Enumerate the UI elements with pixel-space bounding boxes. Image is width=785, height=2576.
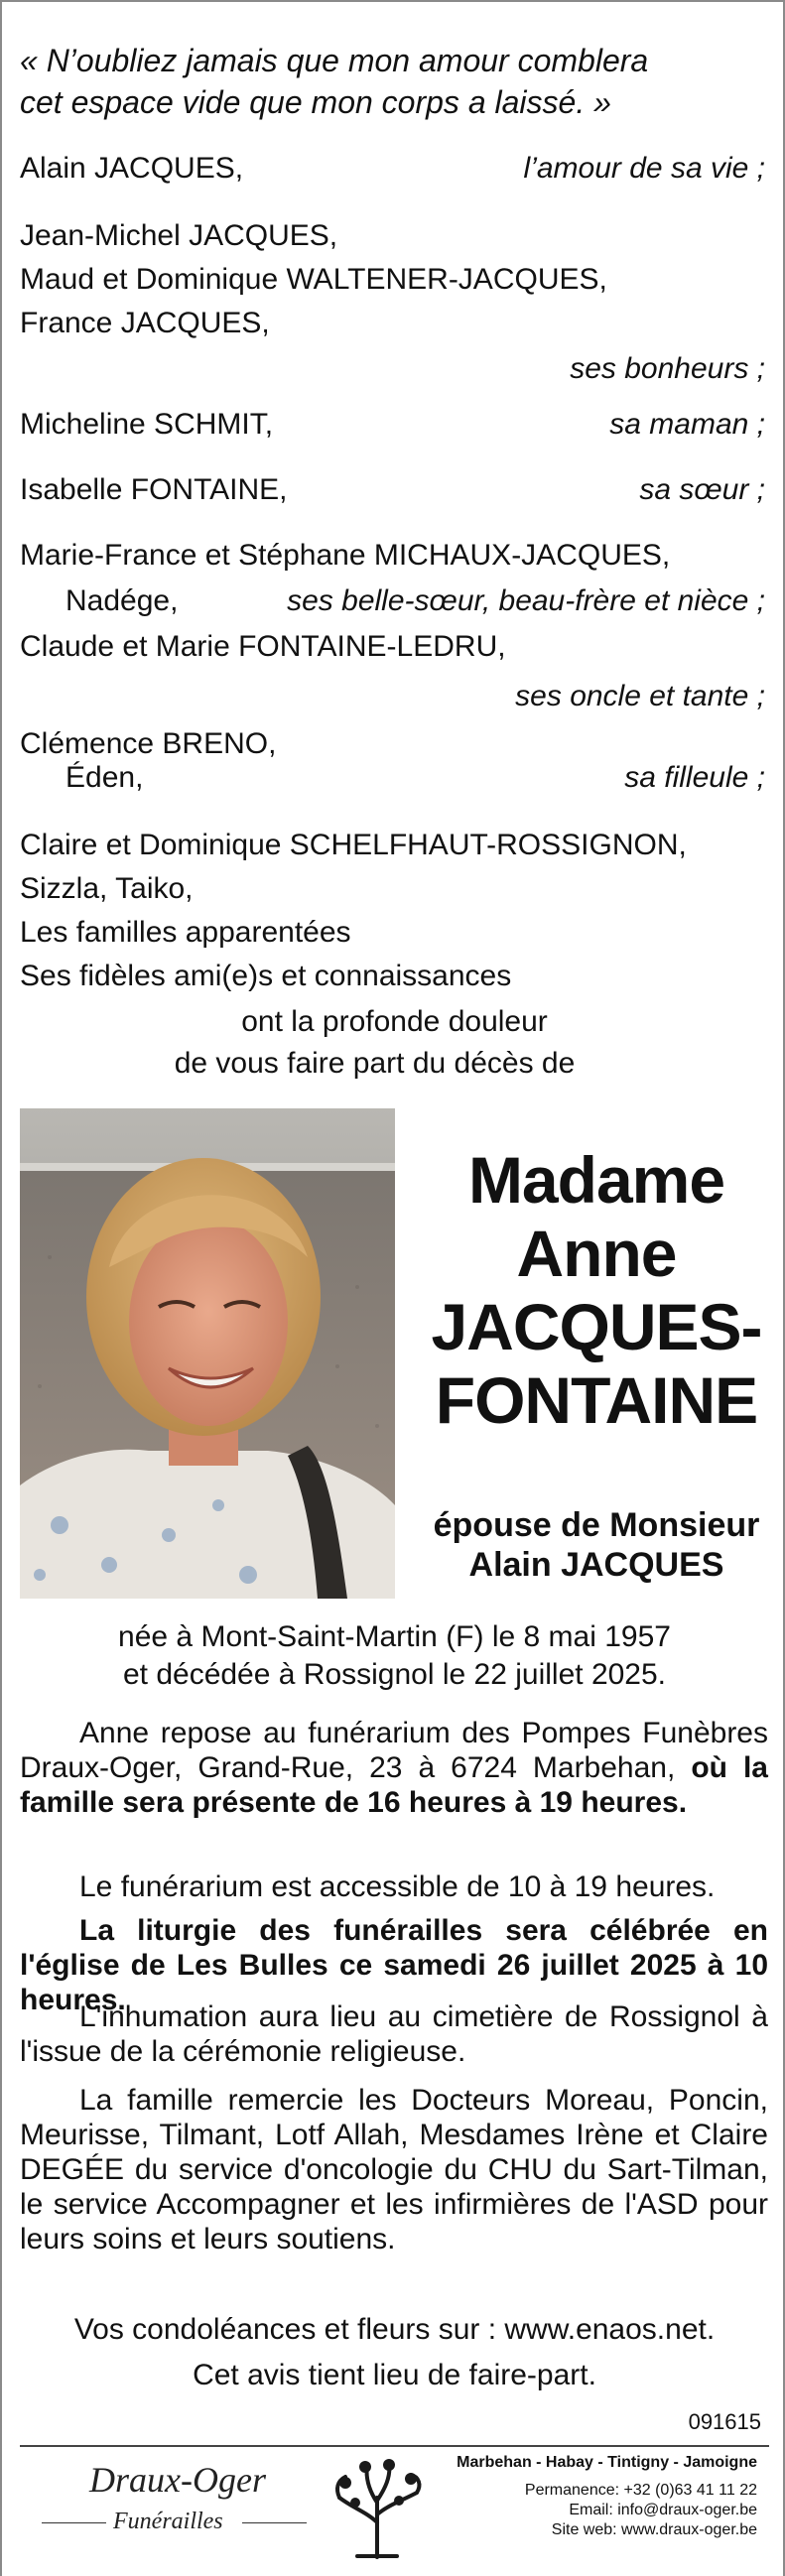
spouse-line-1: épouse de Monsieur (433, 1506, 760, 1544)
funeral-home-brand: Draux-Oger (89, 2460, 266, 2500)
role-sister: sa sœur ; (639, 473, 765, 506)
funeral-home-subtitle: Funérailles (113, 2509, 223, 2534)
paragraph-liturgy: La liturgie des funérailles sera célébrée en l'église de Les Bulles ce samedi 26 juillet 2025 à 10 heures. (20, 1914, 768, 2016)
paragraph-thanks: La famille remercie les Docteurs Moreau, Poncin, Meurisse, Tilmant, Lotf Allah, Mesdames Irène et Claire DEGÉE du service d'oncologie du CHU du Sart-Tilman, le service Accompagner et les infirmières de l'ASD pour leurs soins et leurs soutiens. (20, 2084, 768, 2255)
quote-line-2: cet espace vide que mon corps a laissé. » (20, 84, 611, 120)
condolences-line: Vos condoléances et fleurs sur : www.enaos.net. (73, 2313, 716, 2346)
role-children: ses bonheurs ; (570, 352, 765, 385)
family-child-2: Maud et Dominique WALTENER-JACQUES, (20, 263, 607, 296)
family-uncle: Claude et Marie FONTAINE-LEDRU, (20, 630, 506, 663)
deceased-last-name-2: FONTAINE (435, 1363, 758, 1437)
paragraph-hours: Le funérarium est accessible de 10 à 19 heures. (79, 1870, 716, 1903)
family-other-1: Claire et Dominique SCHELFHAUT-ROSSIGNON, (20, 829, 687, 861)
role-uncle: ses oncle et tante ; (515, 680, 765, 712)
role-alain: l’amour de sa vie ; (523, 152, 765, 185)
family-other-2: Sizzla, Taiko, (20, 872, 194, 905)
paragraph-burial: L'inhumation aura lieu au cimetière de Rossignol à l'issue de la cérémonie religieuse. (20, 2000, 768, 2068)
footer-website: Site web: www.draux-oger.be (551, 2521, 757, 2538)
spouse-block (409, 1505, 784, 1585)
family-other-3: Les familles apparentées (20, 916, 351, 949)
deceased-name-block (409, 1143, 784, 1437)
role-inlaws: ses belle-sœur, beau-frère et nièce ; (287, 584, 765, 617)
footer-phone: Permanence: +32 (0)63 41 11 22 (524, 2482, 757, 2499)
family-niece: Nadége, (65, 584, 179, 617)
family-god-2: Éden, (65, 761, 144, 794)
paragraph-funerarium (20, 1716, 768, 1820)
family-child-3: France JACQUES, (20, 307, 270, 339)
paragraph-funerarium-text: Anne repose au funérarium des Pompes Funèbres Draux-Oger, Grand-Rue, 23 à 6724 Marbehan, (20, 1717, 768, 1784)
paragraph-funerarium-bold: où la famille sera présente de 16 heures à 19 heures. (20, 1751, 768, 1819)
family-child-1: Jean-Michel JACQUES, (20, 219, 338, 252)
family-mother: Micheline SCHMIT, (20, 408, 274, 441)
footer-email: Email: info@draux-oger.be (569, 2502, 757, 2518)
birth-line: née à Mont-Saint-Martin (F) le 8 mai 1957 (118, 1620, 671, 1653)
brand-rule-left (42, 2522, 106, 2523)
deceased-last-name-1: JACQUES- (431, 1290, 762, 1363)
role-god: sa filleule ; (624, 761, 765, 794)
reference-number: 091615 (688, 2409, 761, 2434)
deceased-first-name: Anne (516, 1217, 677, 1290)
tree-icon (327, 2453, 427, 2562)
deceased-title: Madame (467, 1143, 725, 1217)
faire-part-line: Cet avis tient lieu de faire-part. (193, 2359, 596, 2391)
quote-line-1: « N’oubliez jamais que mon amour comblera (20, 43, 649, 78)
footer-locations: Marbehan - Habay - Tintigny - Jamoigne (457, 2454, 757, 2471)
footer-divider (20, 2445, 769, 2447)
family-inlaws: Marie-France et Stéphane MICHAUX-JACQUES, (20, 539, 671, 572)
family-god-1: Clémence BRENO, (20, 727, 277, 760)
family-other-4: Ses fidèles ami(e)s et connaissances (20, 960, 512, 992)
portrait-photo (20, 1108, 395, 1599)
death-line: et décédée à Rossignol le 22 juillet 2025. (122, 1658, 667, 1691)
portrait-image (20, 1108, 395, 1599)
role-mother: sa maman ; (609, 408, 765, 441)
announce-line-2: de vous faire part du décès de (174, 1047, 576, 1080)
brand-rule-right (242, 2522, 307, 2523)
announce-line-1: ont la profonde douleur (241, 1005, 548, 1038)
family-sister: Isabelle FONTAINE, (20, 473, 288, 506)
spouse-line-2: Alain JACQUES (468, 1546, 724, 1584)
family-alain: Alain JACQUES, (20, 152, 244, 185)
